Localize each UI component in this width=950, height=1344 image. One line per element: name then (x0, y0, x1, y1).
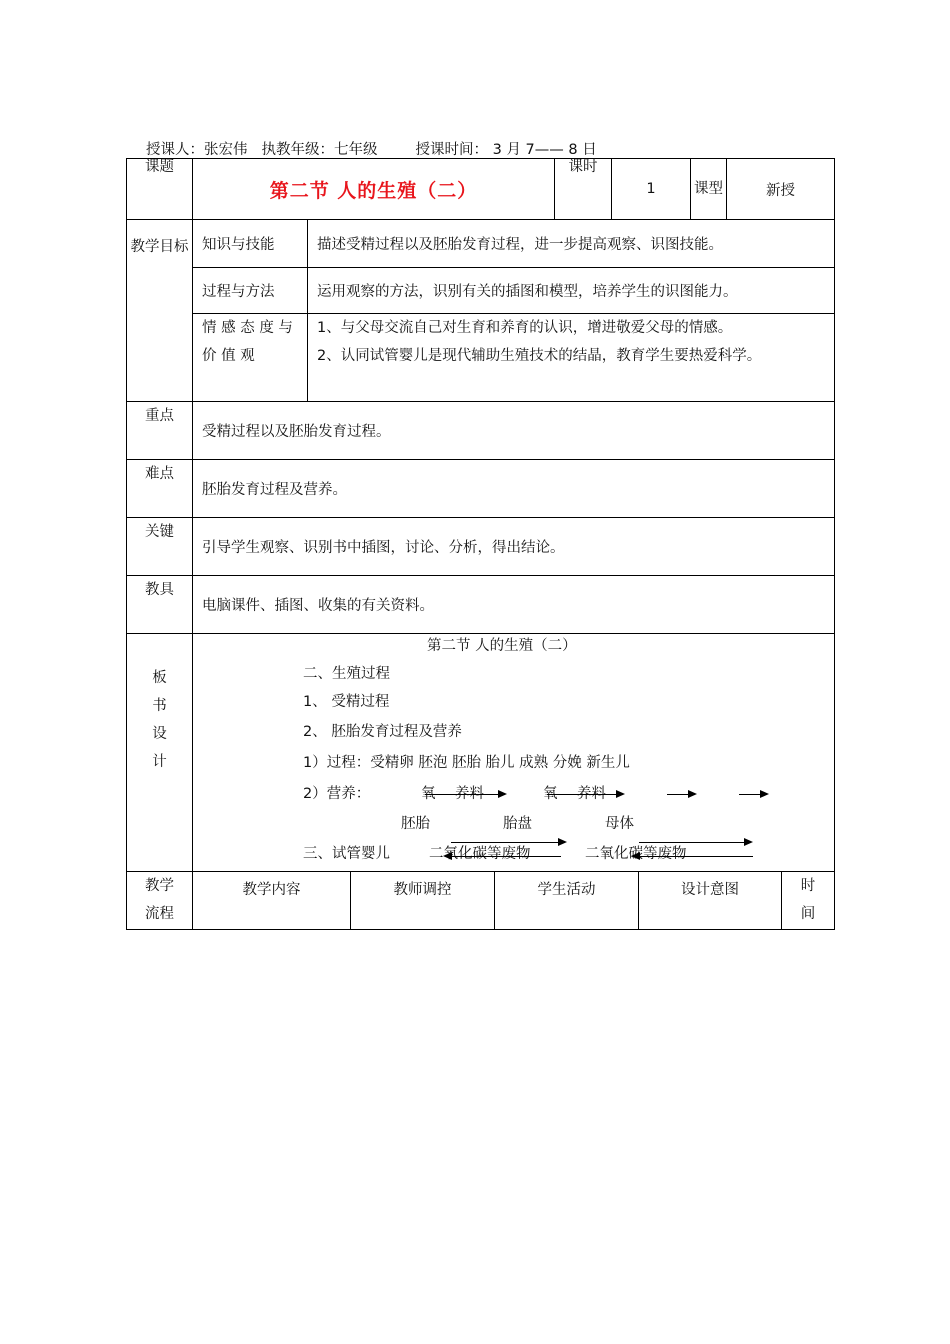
key-label: 关键 (127, 518, 193, 576)
board-line: 三、试管婴儿 (303, 846, 390, 862)
arrow-icon (445, 856, 561, 857)
arrow-icon (451, 842, 565, 843)
goals-label: 教学目标 (127, 220, 193, 402)
embryo-label: 胚胎 (401, 816, 430, 832)
board-design (193, 634, 835, 872)
flow-col-teacher: 教师调控 (351, 872, 495, 930)
goal-row-method (127, 268, 835, 314)
lesson-header (146, 138, 611, 159)
board-line: 1、 受精过程 (303, 694, 390, 710)
mother-label: 母体 (605, 816, 634, 832)
board-line: 2、 胚胎发育过程及营养 (303, 724, 462, 740)
nutrient-label: 养料 (577, 786, 606, 802)
tools-label: 教具 (127, 576, 193, 634)
goal-text: 描述受精过程以及胚胎发育过程，进一步提高观察、识图技能。 (308, 220, 835, 268)
arrow-icon (739, 794, 767, 795)
difficulty-label: 难点 (127, 460, 193, 518)
lesson-title: 第二节 人的生殖（二） (193, 159, 555, 220)
waste-label: 二氧化碳等废物 (585, 846, 687, 862)
flow-col-content: 教学内容 (193, 872, 351, 930)
flow-table (126, 871, 835, 930)
focus-label: 重点 (127, 402, 193, 460)
focus-text: 受精过程以及胚胎发育过程。 (193, 402, 835, 460)
grade: 执教年级：七年级 (261, 142, 378, 158)
board-title: 第二节 人的生殖（二） (427, 638, 577, 654)
key-row (127, 518, 835, 576)
nutrition-label: 2）营养： (303, 786, 371, 802)
board-line: 二、生殖过程 (303, 666, 390, 682)
difficulty-text: 胚胎发育过程及营养。 (193, 460, 835, 518)
arrow-icon (547, 794, 623, 795)
arrow-icon (639, 842, 751, 843)
arrow-icon (425, 794, 505, 795)
goal-name: 情 感 态 度 与 价 值 观 (193, 314, 308, 402)
difficulty-row (127, 460, 835, 518)
board-label: 板书设计 (127, 634, 193, 872)
flow-col-student: 学生活动 (495, 872, 639, 930)
placenta-label: 胎盘 (503, 816, 532, 832)
lesson-plan-table (126, 158, 835, 872)
key-text: 引导学生观察、识别书中插图，讨论、分析，得出结论。 (193, 518, 835, 576)
goal-row-knowledge (127, 220, 835, 268)
tools-text: 电脑课件、插图、收集的有关资料。 (193, 576, 835, 634)
board-row (127, 634, 835, 872)
topic-label: 课题 (127, 159, 193, 220)
goal-name: 过程与方法 (193, 268, 308, 314)
flow-col-time: 时间 (782, 872, 835, 930)
type-label: 课型 (691, 159, 727, 220)
goal-text-line: 2、认同试管婴儿是现代辅助生殖技术的结晶，教育学生要热爱科学。 (317, 348, 762, 364)
hours-value: 1 (612, 159, 691, 220)
nutrient-label: 养料 (455, 786, 484, 802)
flow-col-intent: 设计意图 (639, 872, 782, 930)
flow-header-row (127, 872, 835, 930)
flow-label: 教学流程 (127, 872, 193, 930)
goal-text-line: 1、与父母交流自己对生育和养育的认识，增进敬爱父母的情感。 (317, 320, 733, 336)
goal-name: 知识与技能 (193, 220, 308, 268)
board-line: 1）过程：受精卵 胚泡 胚胎 胎儿 成熟 分娩 新生儿 (303, 755, 630, 771)
oxygen-label: 氧 (421, 786, 436, 802)
waste-label: 二氧化碳等废物 (429, 846, 531, 862)
arrow-icon (667, 794, 695, 795)
goal-text (308, 314, 835, 402)
arrow-icon (633, 856, 753, 857)
lesson-time: 授课时间： 3 月 7—— 8 日 (415, 142, 597, 158)
topic-row (127, 159, 835, 220)
teacher: 授课人：张宏伟 (146, 142, 248, 158)
type-value: 新授 (727, 159, 835, 220)
focus-row (127, 402, 835, 460)
goal-row-emotion (127, 314, 835, 402)
oxygen-label: 氧 (543, 786, 558, 802)
goal-text: 运用观察的方法，识别有关的插图和模型，培养学生的识图能力。 (308, 268, 835, 314)
tools-row (127, 576, 835, 634)
hours-label: 课时 (555, 159, 612, 220)
